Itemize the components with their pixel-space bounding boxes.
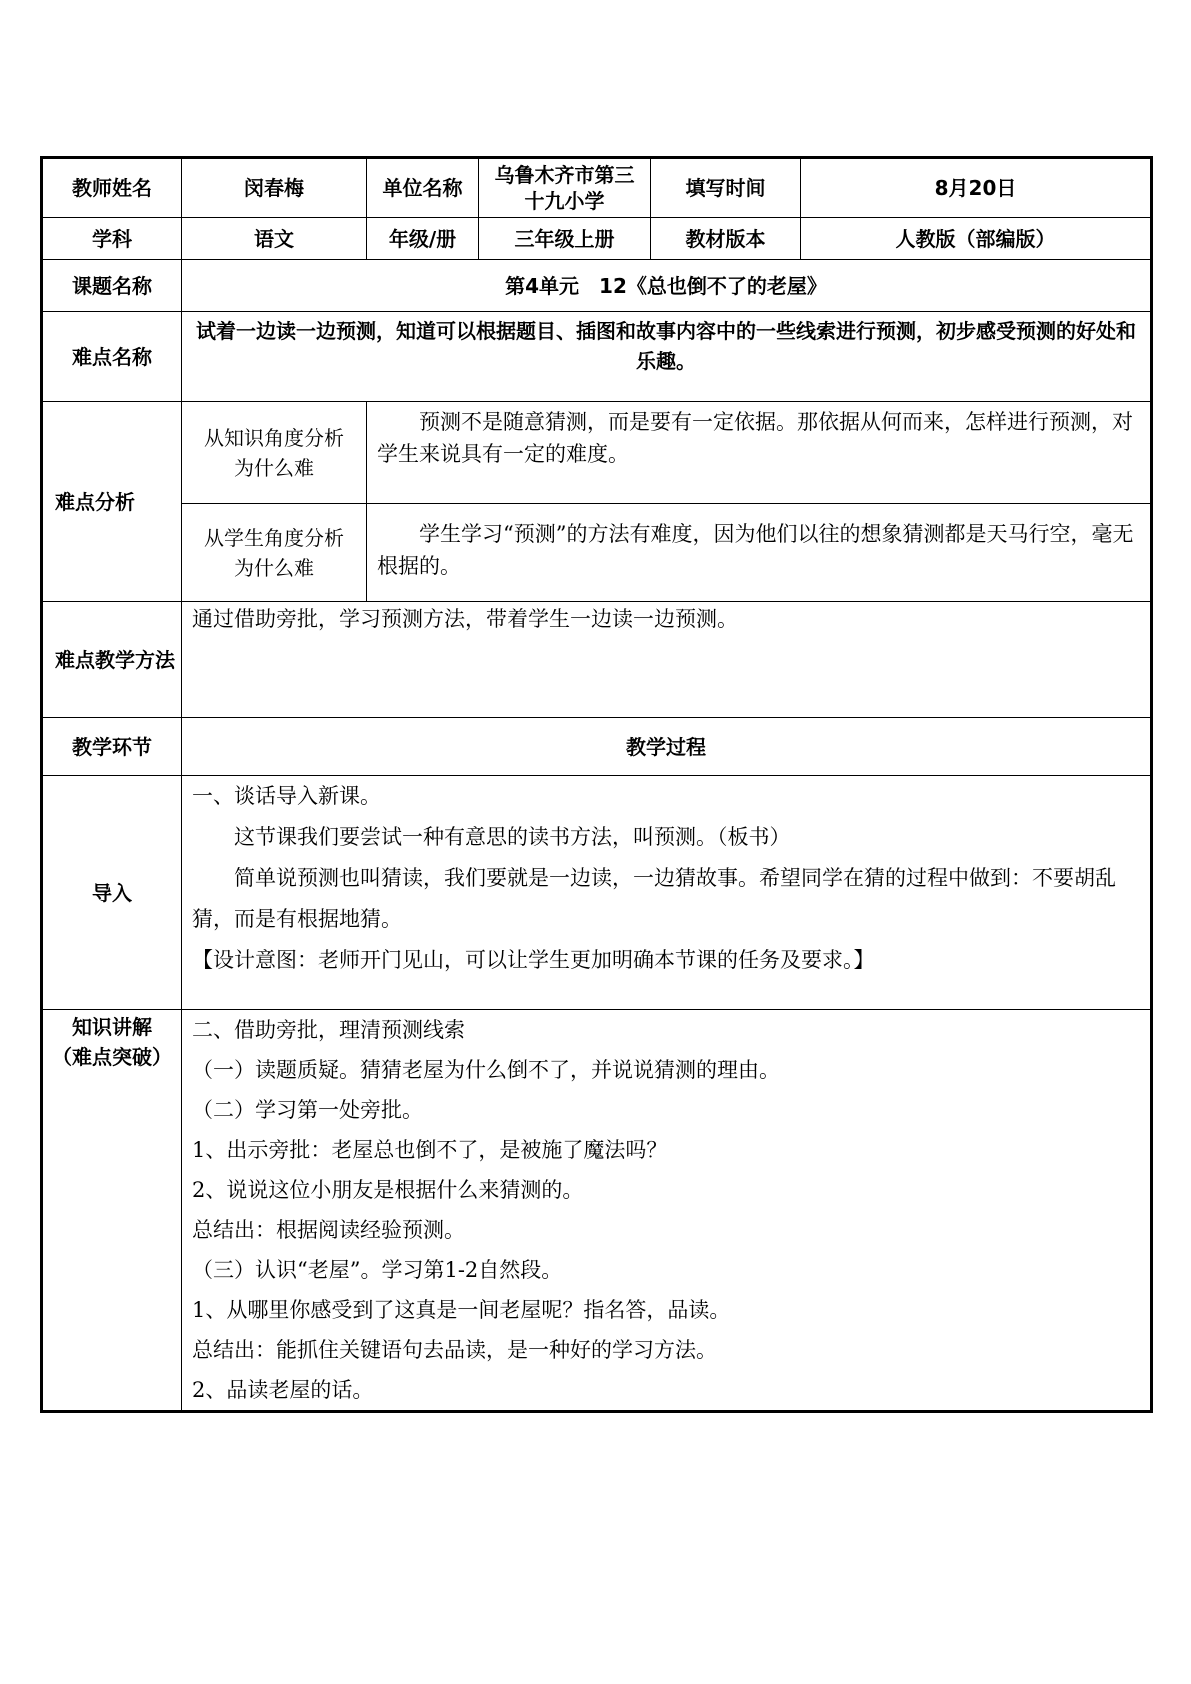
student-angle-text: 学生学习“预测”的方法有难度，因为他们以往的想象猜测都是天马行空，毫无根据的。 [377, 522, 1134, 578]
edition-label: 教材版本 [651, 218, 801, 260]
knowledge-line-6: 总结出：根据阅读经验预测。 [192, 1218, 465, 1242]
knowledge-line-7: （三）认识“老屋”。学习第1-2自然段。 [192, 1258, 563, 1282]
knowledge-line-10: 2、品读老屋的话。 [192, 1378, 374, 1402]
intro-line-2: 这节课我们要尝试一种有意思的读书方法，叫预测。（板书） [234, 825, 791, 849]
knowledge-angle-label: 从知识角度分析为什么难 [182, 402, 367, 504]
knowledge-line-5: 2、说说这位小朋友是根据什么来猜测的。 [192, 1178, 584, 1202]
knowledge-angle-text: 预测不是随意猜测，而是要有一定依据。那依据从何而来，怎样进行预测，对学生来说具有一定的难度。 [377, 410, 1133, 466]
edition-value: 人教版（部编版） [801, 218, 1152, 260]
grade-value: 三年级上册 [479, 218, 651, 260]
method-value: 通过借助旁批，学习预测方法，带着学生一边读一边预测。 [182, 602, 1152, 718]
lesson-plan-sheet [40, 156, 1150, 1413]
knowledge-line-8: 1、从哪里你感受到了这真是一间老屋呢？指名答，品读。 [192, 1298, 731, 1322]
difficulty-label: 难点名称 [42, 312, 182, 402]
knowledge-line-4: 1、出示旁批：老屋总也倒不了，是被施了魔法吗？ [192, 1138, 668, 1162]
student-angle-value [367, 504, 1152, 602]
header-row [42, 158, 1152, 218]
lesson-plan-table [40, 156, 1153, 1413]
analysis-label: 难点分析 [42, 402, 182, 602]
intro-label: 导入 [42, 776, 182, 1010]
topic-row [42, 260, 1152, 312]
difficulty-value: 试着一边读一边预测，知道可以根据题目、插图和故事内容中的一些线索进行预测，初步感受预测的好处和乐趣。 [182, 312, 1152, 402]
analysis-knowledge-row [42, 402, 1152, 504]
intro-row [42, 776, 1152, 1010]
knowledge-row [42, 1010, 1152, 1412]
subject-label: 学科 [42, 218, 182, 260]
process-step-label: 教学环节 [42, 718, 182, 776]
subject-value: 语文 [182, 218, 367, 260]
intro-content [182, 776, 1152, 1010]
analysis-student-row [42, 504, 1152, 602]
knowledge-line-9: 总结出：能抓住关键语句去品读，是一种好的学习方法。 [192, 1338, 717, 1362]
knowledge-label-line-2: （难点突破） [52, 1045, 172, 1069]
method-label: 难点教学方法 [42, 602, 182, 718]
process-header-row [42, 718, 1152, 776]
teacher-value: 闵春梅 [182, 158, 367, 218]
knowledge-content [182, 1010, 1152, 1412]
knowledge-angle-value [367, 402, 1152, 504]
knowledge-label-line-1: 知识讲解 [72, 1015, 152, 1039]
intro-design-note: 【设计意图：老师开门见山，可以让学生更加明确本节课的任务及要求。】 [192, 948, 875, 972]
method-row [42, 602, 1152, 718]
topic-label: 课题名称 [42, 260, 182, 312]
knowledge-line-1: 二、借助旁批，理清预测线索 [192, 1018, 465, 1042]
topic-value: 第4单元 12《总也倒不了的老屋》 [182, 260, 1152, 312]
time-value: 8月20日 [801, 158, 1152, 218]
teacher-label: 教师姓名 [42, 158, 182, 218]
intro-line-3: 简单说预测也叫猜读，我们要就是一边读，一边猜故事。希望同学在猜的过程中做到：不要胡乱猜，而是有根据地猜。 [192, 866, 1116, 931]
knowledge-label [42, 1010, 182, 1412]
intro-line-1: 一、谈话导入新课。 [192, 784, 381, 808]
unit-label: 单位名称 [367, 158, 479, 218]
subject-row [42, 218, 1152, 260]
time-label: 填写时间 [651, 158, 801, 218]
unit-value: 乌鲁木齐市第三十九小学 [479, 158, 651, 218]
difficulty-row [42, 312, 1152, 402]
knowledge-line-3: （二）学习第一处旁批。 [192, 1098, 423, 1122]
grade-label: 年级/册 [367, 218, 479, 260]
knowledge-line-2: （一）读题质疑。猜猜老屋为什么倒不了，并说说猜测的理由。 [192, 1058, 780, 1082]
student-angle-label: 从学生角度分析为什么难 [182, 504, 367, 602]
process-title: 教学过程 [182, 718, 1152, 776]
